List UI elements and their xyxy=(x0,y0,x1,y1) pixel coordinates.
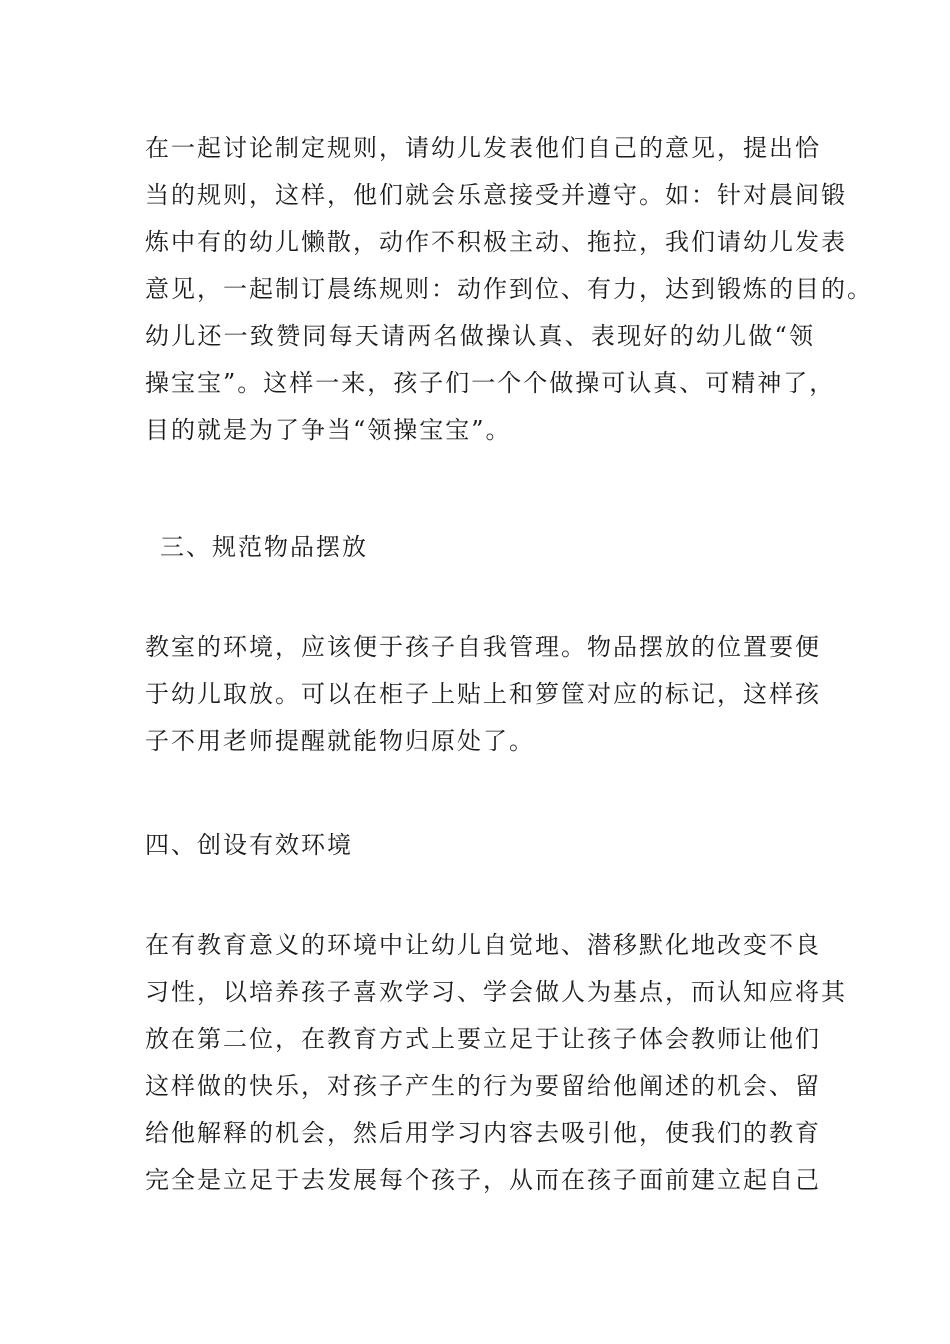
section-heading-3: 三、规范物品摆放 xyxy=(160,533,368,561)
text-line: 习性，以培养孩子喜欢学习、学会做人为基点，而认知应将其 xyxy=(145,978,847,1006)
text-line: 放在第二位，在教育方式上要立足于让孩子体会教师让他们 xyxy=(145,1025,821,1053)
text-line: 在有教育意义的环境中让幼儿自觉地、潜移默化地改变不良 xyxy=(145,931,821,959)
text-line: 给他解释的机会，然后用学习内容去吸引他，使我们的教育 xyxy=(145,1119,821,1147)
text-line: 于幼儿取放。可以在柜子上贴上和箩筐对应的标记，这样孩 xyxy=(145,680,821,708)
text-line: 目的就是为了争当“领操宝宝”。 xyxy=(145,416,512,444)
section-heading-4: 四、创设有效环境 xyxy=(145,831,353,859)
text-line: 炼中有的幼儿懒散，动作不积极主动、拖拉，我们请幼儿发表 xyxy=(145,228,847,256)
text-line: 意见，一起制订晨练规则：动作到位、有力，达到锻炼的目的。 xyxy=(145,275,873,303)
text-line: 当的规则，这样，他们就会乐意接受并遵守。如：针对晨间锻 xyxy=(145,181,847,209)
text-line: 教室的环境，应该便于孩子自我管理。物品摆放的位置要便 xyxy=(145,633,821,661)
text-line: 幼儿还一致赞同每天请两名做操认真、表现好的幼儿做“领 xyxy=(145,322,815,350)
text-line: 这样做的快乐，对孩子产生的行为要留给他阐述的机会、留 xyxy=(145,1072,821,1100)
text-line: 操宝宝”。这样一来，孩子们一个个做操可认真、可精神了， xyxy=(145,369,836,397)
text-line: 子不用老师提醒就能物归原处了。 xyxy=(145,727,535,755)
text-line: 在一起讨论制定规则，请幼儿发表他们自己的意见，提出恰 xyxy=(145,134,821,162)
text-line: 完全是立足于去发展每个孩子，从而在孩子面前建立起自己 xyxy=(145,1166,821,1194)
